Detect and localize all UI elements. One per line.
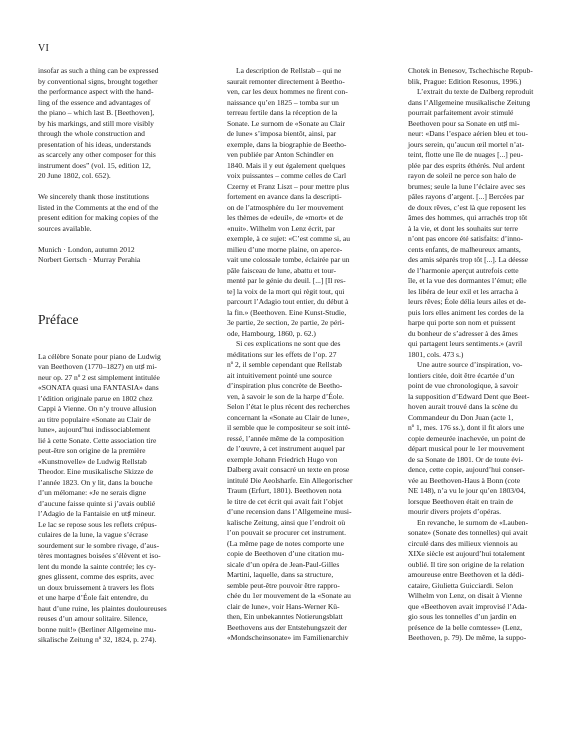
text-line: point de vue chronologique, à savoir [408,381,519,390]
text-line: 3e partie, 2e section, 2e partie, 2e péri- [227,318,345,327]
text-line: ressé, l’année même de la composition [227,433,344,443]
text-line: plée par des esprits éthérés. Nul ardent [408,160,525,170]
text-line: Si ces explications ne sont que des [236,339,341,348]
text-line: voix puissantes – comme celles de Carl [227,171,347,180]
text-line: nº 1, mes. 176 ss.), dont il fit alors une [408,423,525,432]
text-line: fortement en avance dans la descripti- [227,192,342,201]
text-line: vait une colossale tombe, éclairée par un [227,255,350,264]
text-line: te] la voix de la mort qui règit tout, qui [227,286,345,296]
text-line: mourir divers projets d’opéras. [408,507,502,516]
text-line: d’un mélomane: «Je ne serais digne [38,488,146,497]
text-line: ling of the essence and advantages of [38,97,151,107]
text-line: exemple, à ce sujet: «C’est comme si, au [227,234,351,243]
text-line: que «Beethoven avait improvisé l’Ada- [408,601,528,611]
text-line: d’inspiration plus concrète de Beetho- [227,381,343,390]
text-line: sonate» (Sonate des tonnelles) qui avait [408,528,528,537]
text-line: 20 June 1802, col. 652). [38,171,111,180]
text-line: (La même page de notes comporte une [227,538,344,548]
text-line: parcourt l’Adagio tout entier, du début à [227,297,349,306]
text-line: bonne nuit!» (Berliner Allgemeine mu- [38,624,157,634]
text-line: reuses d’un amour solitaire. Silence, [38,614,148,623]
text-line: amoureuse entre Beethoven et la dédi- [408,570,524,579]
text-line: Beethoven pour sa Sonate en ut♯ mi- [408,118,520,128]
text-line: neur op. 27 nº 2 est simplement intitulée [38,372,160,382]
text-line: teint, flotte une île de nuages [...] peu- [408,150,524,159]
text-line: harpe qui porte son nom et puissent [408,318,516,327]
text-line: et une harpe d’Éole fait entendre, du [38,593,149,602]
text-line: cents enfants, de malheureux amants, [408,244,521,254]
text-line: méditations sur les effets de l’op. 27 [227,349,337,359]
text-line: leurs rêves; Éole délia leurs ailes et de- [408,297,526,306]
text-line: puis lors elles animent les cordes de la [408,307,524,317]
text-line: départ musical pour le 1er mouvement [408,444,525,453]
text-line: clair de lune», voir Hans-Werner Kü- [227,601,340,611]
text-line: la fin.» (Beethoven. Eine Kunst-Studie, [227,307,347,317]
text-line: saurait remonter directement à Beetho- [227,76,345,86]
text-line: exemple Johann Friedrich Hugo von [227,454,338,464]
text-line: as scarcely any other composer for this [38,150,156,159]
text-line: au titre populaire «Sonate au Clair de [38,414,151,424]
text-line: «SONATA quasi una FANTASIA» dans [38,383,159,392]
text-line: listed in the Comments at the end of the [38,202,159,212]
text-line: l’Adagio de la Fantaisie en ut♯ mineur. [38,509,156,518]
text-line: gio sous les tonnelles d’un jardin en [408,612,517,621]
text-line: the performance aspect with the hand- [38,87,154,96]
text-line: du bonheur de s’adresser à des âmes [408,328,518,338]
text-line: Une autre source d’inspiration, vo- [417,360,523,369]
text-line: La célèbre Sonate pour piano de Ludwig [38,351,161,361]
text-line: menté par le génie du deuil. [...] [Il res- [227,276,346,285]
text-line: Czerny et Franz Liszt – pour mettre plus [227,181,350,191]
text-line: «nuit». Wilhelm von Lenz écrit, par [227,223,335,233]
preface-paragraph [38,352,188,646]
text-line: Wilhelm von Lenz, on disait à Vienne [408,591,523,600]
page-number: VI [38,43,50,54]
text-line: insofar as such a thing can be expressed [38,66,159,75]
text-line: then, Ein unbekanntes Notierungsblatt [227,612,343,621]
text-line: copie demeurée inachevée, un point de [408,433,526,443]
text-line: haut d’une ruine, les plaintes douloureuses [38,603,167,613]
text-line: semble peut-être pouvoir être rappro- [227,580,340,590]
signature-names: Norbert Gertsch · Murray Perahia [38,255,141,264]
text-line: instrument does” (vol. 15, edition 12, [38,160,151,170]
text-line: le titre de cet écrit qui avait fait l’objet [227,496,344,506]
signature [38,245,188,266]
text-line: milieu d’une morne plaine, on aperce- [227,244,343,254]
text-line: de doux rêves, c’est là que reposent les [408,202,526,212]
text-line: brumes; seule la lune l’éclaire avec ses [408,181,526,191]
text-line: lune», aujourd’hui indissociablement [38,425,151,434]
text-line: neur: «Dans l’espace aérien bleu et tou- [408,129,528,138]
text-line: l’année 1823. On y lit, dans la bouche [38,477,153,487]
signature-place-date: Munich · London, autumn 2012 [38,244,135,254]
text-line: L’extrait du texte de Dalberg reproduit [417,87,534,96]
text-line: de sa Sonate de 1801. Or de toute évi- [408,454,524,464]
text-line: We sincerely thank those institutions [38,192,149,201]
text-line: Beethovens aus der Entstehungszeit der [227,622,347,632]
text-line: chée du 1er mouvement de la «Sonate au [227,591,351,600]
text-line: lorsque Beethoven était en train de [408,496,513,506]
text-line: Dalberg avait consacré un texte en prose [227,465,350,474]
text-line: ode, Hambourg, 1860, p. 62.) [227,328,316,338]
text-line: les thèmes de «deuil», de «mort» et de [227,213,344,222]
text-line: by his markings, and still more visibly [38,118,154,128]
text-line: naissance qu’en 1825 – tomba sur un [227,97,339,107]
text-line: «Mondscheinsonate» im Familienarchiv [227,633,349,642]
text-line: oublié. Il tire son origine de la relation [408,559,525,569]
text-line: ven, car les deux hommes ne firent con- [227,87,348,96]
text-line: âmes des hommes, qui arrachés trop tôt [408,213,528,222]
text-line: Cappi à Vienne. On n’y trouve allusion [38,404,157,413]
text-line: Le lac se repose sous les reflets crépus- [38,519,157,529]
text-line: En revanche, le surnom de «Lauben- [417,517,529,527]
text-line: ven publiée par Anton Schindler en [227,150,334,159]
section-heading: Préface [38,311,79,327]
text-line: sicale d’un opéra de Jean-Paul-Gilles [227,559,340,569]
text-line: jours serein, qu’aucun œil mortel n’at- [408,139,525,149]
column-middle [227,66,377,644]
text-line: 1801, cols. 473 s.) [408,349,464,359]
text-line: «Kunstnovelle» de Ludwig Rellstab [38,456,147,466]
text-line: présence de la belle comtesse» (Lenz, [408,622,522,632]
text-line: gnes glissent, comme des esprits, avec [38,572,154,581]
text-line: rayon de soleil ne perce son halo de [408,171,516,180]
text-line: the piano – which last B. [Beethoven], [38,108,155,117]
column-left [38,66,188,646]
text-line: ven, à savoir le son de la harpe d’Éole. [227,391,344,401]
text-line: les libéra de leur exil et les arracha à [408,286,519,296]
text-line: circulé dans des milieux viennois au [408,538,518,548]
text-line: La description de Rellstab – qui ne [236,66,342,75]
closing-paragraph [38,66,188,182]
text-line: Sonate. Le surnom de «Sonate au Clair [227,118,345,128]
text-line: ait intuitivement pointé une source [227,370,332,380]
text-line: Martini, laquelle, dans sa structure, [227,570,334,579]
text-line: de l’harmonie aperçut autrefois cette [408,265,519,275]
text-line: peut-être son origine de la première [38,446,146,455]
text-line: la supposition d’Edward Dent que Beet- [408,391,530,401]
text-line: à la vie, et dont les souhaits sur terre [408,223,519,233]
text-line: Traum (Erfurt, 1801). Beethoven nota [227,486,342,495]
text-line: XIXe siècle est aujourd’hui totalement [408,549,525,558]
text-line: d’une recension dans l’Allgemeine musi- [227,507,352,516]
text-line: Chotek in Benesov, Tschechische Repub- [408,66,533,75]
text-line: copie de Beethoven d’une citation mu- [227,549,345,558]
text-line: hoven aurait trouvé dans la scène du [408,402,518,411]
text-line: blik, Prague: Edition Resonus, 1996.) [408,76,522,86]
text-line: by conventional signs, brought together [38,76,158,86]
text-line: concernant la «Sonate au Clair de lune», [227,412,350,422]
text-line: l’édition originale parue en 1802 chez [38,393,153,403]
text-line: île, et la vue des dormantes l’émut; elle [408,276,527,285]
text-line: de lune» s’imposa bientôt, ainsi, par [227,129,337,138]
text-line: 1840. Mais il y eut également quelques [227,160,346,170]
text-line: NE 148), n’a vu le jour qu’en 1803/04, [408,486,526,495]
text-line: n’ont pas encore été satisfaits: d’inno- [408,234,524,243]
text-line: dans l’Allgemeine musikalische Zeitung [408,97,531,107]
text-line: sikalische Zeitung nº 32, 1824, p. 274). [38,635,157,644]
text-line: nº 2, il semble cependant que Rellstab [227,360,342,369]
text-line: d’aucune faisse quinte si j’avais oublié [38,498,156,508]
text-line: sourdement sur le sombre rivage, d’aus- [38,540,160,550]
text-line: intitulé Die Aeolsharfe. Ein Allegorischer [227,475,353,485]
text-line: de l’œuvre, à cet instrument auquel par [227,444,345,453]
text-line: lié à cette Sonate. Cette association tire [38,435,157,445]
text-line: l’on pouvait se procurer cet instrument. [227,528,347,537]
thanks-paragraph [38,192,188,234]
text-line: on de l’atmosphère du 1er mouvement [227,202,344,212]
text-line: lontiers citée, doit être écartée d’un [408,370,515,380]
text-line: present edition for making copies of the [38,213,159,222]
text-line: presentation of his ideas, understands [38,139,151,149]
text-line: un doux bruissement à travers les flots [38,582,155,592]
text-line: culaires de la lune, la vague s’écrase [38,530,149,539]
text-line: sources available. [38,223,92,233]
column-right [408,66,558,644]
text-line: pâle faisceau de lune, abattu et tour- [227,265,337,275]
text-line: il semble que le compositeur se soit inté- [227,423,351,432]
text-line: Commandeur du Don Juan (acte 1, [408,412,514,422]
text-line: des amis séparés trop tôt [...]. La déesse [408,255,529,264]
text-line: vée au Beethoven-Haus à Bonn (cote [408,475,521,485]
text-line: tères montagnes boisées s’élèvent et iso- [38,551,161,560]
text-line: Selon l’état le plus récent des recherches [227,402,350,411]
text-line: lent du monde la sainte contrée; les cy- [38,561,156,571]
text-line: van Beethoven (1770–1827) en ut♯ mi- [38,362,157,371]
text-line: pâles rayons d’argent. [...] Bercées par [408,192,525,201]
text-line: pourrait parfaitement avoir stimulé [408,108,514,117]
text-line: cataire, Giulietta Guicciardi. Selon [408,580,513,590]
text-line: dence, cette copie, aujourd’hui conser- [408,465,525,474]
text-line: qui partagent leurs sentiments.» (avril [408,339,523,348]
text-line: kalische Zeitung, ainsi que l’endroit où [227,517,346,527]
text-line: through the whole construction and [38,129,145,138]
text-line: terreau fertile dans la réception de la [227,108,338,117]
text-line: Beethoven, p. 79). De même, la suppo- [408,633,527,642]
text-line: Theodor. Eine musikalische Skizze de [38,467,154,476]
text-line: exemple, dans la biographie de Beetho- [227,139,347,149]
